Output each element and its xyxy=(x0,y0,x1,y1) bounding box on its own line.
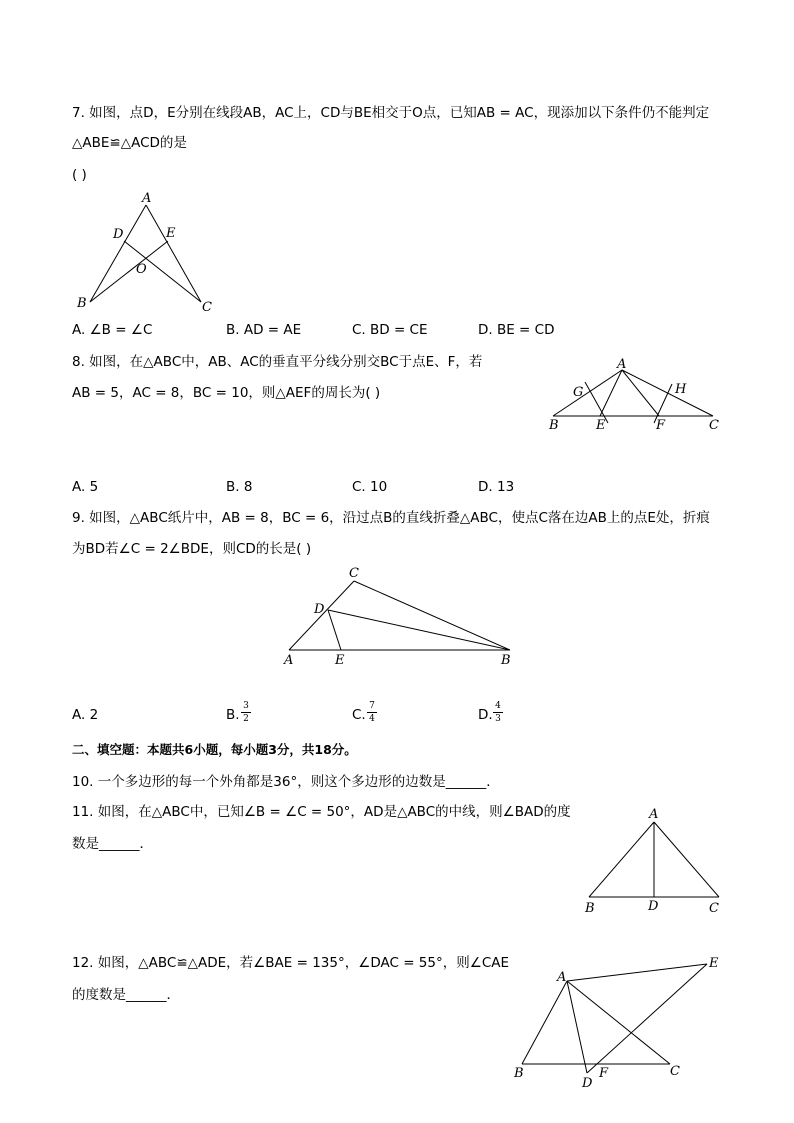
q9-option-d-numerator: 4 xyxy=(495,701,501,711)
q8-label-b: B xyxy=(549,418,559,433)
q7-label-b: B xyxy=(77,296,87,311)
q9-label-b: B xyxy=(501,653,511,668)
q8-option-c[interactable]: C. 10 xyxy=(352,479,388,495)
q9-option-a[interactable]: A. 2 xyxy=(72,707,99,723)
q9-option-d-denominator: 3 xyxy=(495,714,501,724)
q9-option-b-numerator: 3 xyxy=(243,701,249,711)
q12-label-b: B xyxy=(514,1066,524,1081)
q10-stem: 10. 一个多边形的每一个外角都是36°，则这个多边形的边数是______． xyxy=(72,774,500,790)
q12-stem-line1: 12. 如图，△ABC≌△ADE，若∠BAE = 135°，∠DAC = 55°，则∠CAE xyxy=(72,955,510,971)
q8-label-e: E xyxy=(596,418,606,433)
q8-label-g: G xyxy=(573,385,584,400)
q12-label-a: A xyxy=(557,970,567,985)
q9-option-c-fraction xyxy=(367,701,377,724)
q9-option-c-prefix: C. xyxy=(352,707,366,723)
q9-stem-line1: 9. 如图，△ABC纸片中，AB = 8，BC = 6，沿过点B的直线折叠△ABC，使点C落在边AB上的点E处，折痕 xyxy=(72,510,710,526)
q7-stem-line1: 7. 如图，点D，E分别在线段AB，AC上，CD与BE相交于O点，已知AB = AC，现添加以下条件仍不能判定 xyxy=(72,105,710,121)
q9-option-c-denominator: 4 xyxy=(369,714,375,724)
q11-stem-line2: 数是______． xyxy=(72,836,153,852)
q12-label-e: E xyxy=(709,956,719,971)
q11-stem-line1: 11. 如图，在△ABC中，已知∠B = ∠C = 50°，AD是△ABC的中线，则∠BAD的度 xyxy=(72,804,571,820)
q7-stem-line2: △ABE≌△ACD的是 xyxy=(72,135,187,151)
q8-label-f: F xyxy=(656,418,666,433)
q11-label-b: B xyxy=(585,901,595,916)
section-2-heading: 二、填空题：本题共6小题，每小题3分，共18分。 xyxy=(72,742,357,757)
q8-label-a: A xyxy=(617,357,627,372)
q9-label-a: A xyxy=(284,653,294,668)
q7-option-b[interactable]: B. AD = AE xyxy=(226,322,302,338)
q9-option-d-fraction xyxy=(493,701,503,724)
q7-label-e: E xyxy=(166,226,176,241)
q9-option-b-fraction xyxy=(241,701,251,724)
q8-stem-line2: AB = 5，AC = 8，BC = 10，则△AEF的周长为( ) xyxy=(72,385,381,401)
q9-label-c: C xyxy=(349,566,359,581)
q12-stem-line2: 的度数是______． xyxy=(72,987,180,1003)
q9-option-b-denominator: 2 xyxy=(243,714,249,724)
q11-label-c: C xyxy=(709,901,719,916)
q9-stem-line2: 为BD若∠C = 2∠BDE，则CD的长是( ) xyxy=(72,541,312,557)
q8-option-b[interactable]: B. 8 xyxy=(226,479,253,495)
q7-label-c: C xyxy=(202,300,212,315)
q7-option-d[interactable]: D. BE = CD xyxy=(478,322,555,338)
q12-label-f: F xyxy=(599,1066,609,1081)
q9-label-d: D xyxy=(314,602,325,617)
q9-option-d-prefix: D. xyxy=(478,707,493,723)
q11-label-d: D xyxy=(648,899,659,914)
q12-label-c: C xyxy=(670,1064,680,1079)
q7-option-c[interactable]: C. BD = CE xyxy=(352,322,428,338)
q8-option-d[interactable]: D. 13 xyxy=(478,479,515,495)
q9-option-b-prefix: B. xyxy=(226,707,240,723)
q8-option-a[interactable]: A. 5 xyxy=(72,479,99,495)
q7-answer-paren: ( ) xyxy=(72,167,87,183)
q8-label-c: C xyxy=(709,418,719,433)
q7-label-d: D xyxy=(113,227,124,242)
q7-label-a: A xyxy=(142,191,152,206)
q8-stem-line1: 8. 如图，在△ABC中，AB、AC的垂直平分线分别交BC于点E、F，若 xyxy=(72,354,483,370)
q9-label-e: E xyxy=(335,653,345,668)
q7-option-a[interactable]: A. ∠B = ∠C xyxy=(72,322,153,338)
q7-label-o: O xyxy=(136,262,147,277)
q11-label-a: A xyxy=(649,807,659,822)
q8-label-h: H xyxy=(675,382,687,397)
q9-option-c-numerator: 7 xyxy=(369,701,375,711)
q12-label-d: D xyxy=(582,1076,593,1091)
